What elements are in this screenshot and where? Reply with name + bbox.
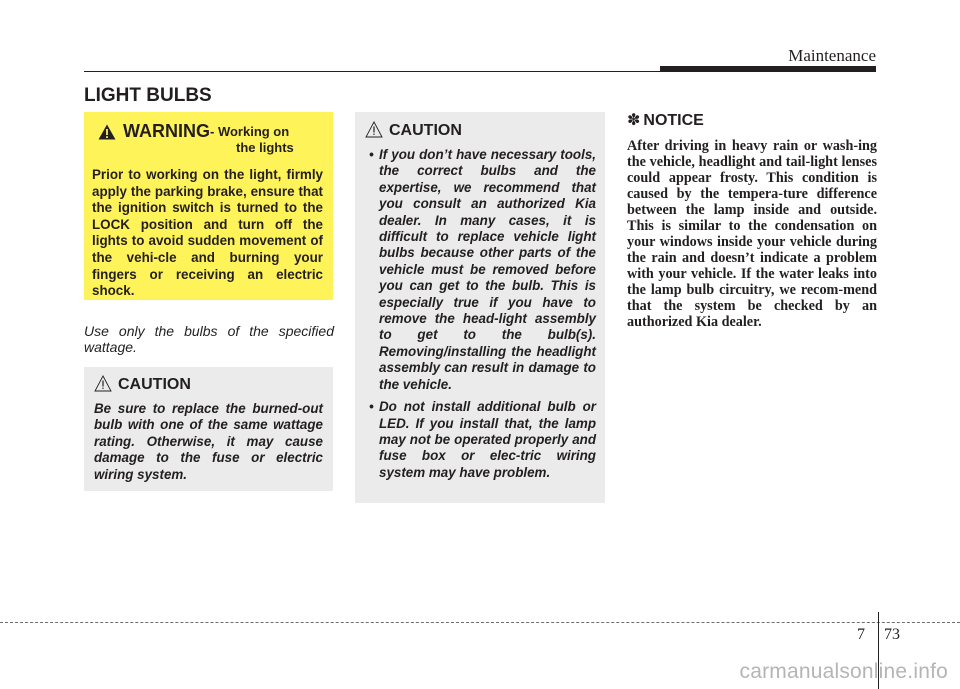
lead-paragraph: Use only the bulbs of the specified wattage. [84, 323, 334, 355]
notice-star-icon: ✽ [627, 112, 641, 129]
caution-list-item: • If you don’t have necessary tools, the correct bulbs and the expertise, we recommend that you consult an authorized Kia dealer. In many cases, it is difficult to replace vehicle light bulbs because other parts of the vehicle must be removed before you can get to the bulb. This is especially true if you have to remove the head-light assembly to get to the bulb(s). Removing/installing the headlight assembly can result in damage to the vehicle. [365, 147, 596, 393]
caution-list-item: • Do not install additional bulb or LED. If you install that, the lamp may not be operated properly and fuse box or elec-tric wiring system may have problem. [365, 399, 596, 481]
caution-box-dealer [355, 112, 605, 503]
warning-triangle-icon [98, 124, 116, 140]
caution-triangle-icon [94, 375, 112, 392]
header-rule [84, 71, 660, 72]
warning-text: Prior to working on the light, firmly apply the parking brake, ensure that the ignition switch is turned to the LOCK position and turn off the lights to avoid sudden movement of the vehi-cle and burning your fingers or receiving an electric shock. [92, 167, 323, 299]
watermark: carmanualsonline.info [739, 660, 948, 683]
section-title: LIGHT BULBS [84, 85, 212, 106]
notice-label: NOTICE [643, 112, 704, 129]
running-header: Maintenance [788, 46, 876, 65]
caution-list [365, 147, 596, 481]
chapter-number: 7 [857, 626, 865, 643]
footer-rule [0, 622, 960, 623]
notice-heading [627, 110, 704, 130]
caution-label: CAUTION [389, 122, 462, 139]
warning-label: WARNING [123, 121, 210, 141]
warning-heading [92, 121, 323, 163]
warning-subtitle-continued: the lights [236, 140, 294, 155]
page-number: 73 [884, 626, 900, 643]
warning-subtitle: - Working on [210, 124, 290, 139]
header-rule-bar [660, 66, 876, 72]
caution-heading [94, 375, 323, 401]
caution-triangle-icon [365, 121, 383, 138]
warning-box [84, 112, 333, 300]
caution-heading [365, 121, 596, 147]
notice-text: After driving in heavy rain or wash-ing the vehicle, headlight and tail-light lenses could appear frosty. This condition is caused by the tempera-ture difference between the lamp inside and outside. This is similar to the condensation on your windows inside your vehicle during the rain and doesn’t indicate a problem with your vehicle. If the water leaks into the lamp bulb circuitry, we recom-mend that the system be checked by an authorized Kia dealer. [627, 138, 877, 330]
caution-label: CAUTION [118, 376, 191, 393]
caution-text: Be sure to replace the burned-out bulb with one of the same wattage rating. Otherwise, it may cause damage to the fuse or electric wiring system. [94, 401, 323, 482]
caution-box-replace-bulb [84, 367, 333, 491]
